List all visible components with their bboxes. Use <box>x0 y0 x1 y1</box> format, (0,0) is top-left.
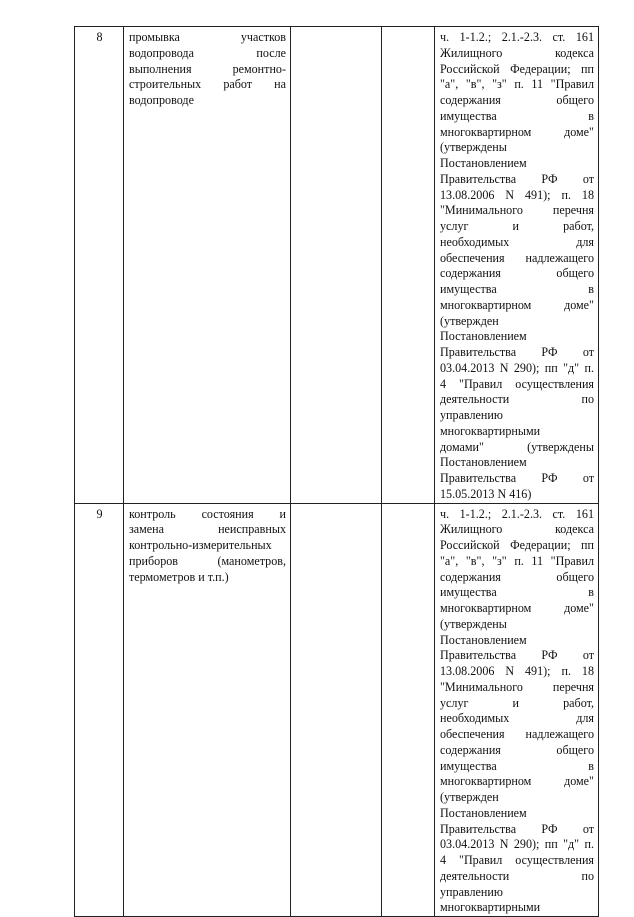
text-line: (утвержден <box>440 313 499 328</box>
legal-basis-cell <box>435 27 599 504</box>
text-line: строительных работ на <box>129 77 286 92</box>
work-description-cell <box>124 503 291 917</box>
text-line: 15.05.2013 N 416) <box>440 486 532 501</box>
text-line: "а", "в", "з" п. 11 "Правил <box>440 77 594 92</box>
text-line: контроль состояния и <box>129 506 286 521</box>
text-line: имущества в <box>440 758 594 773</box>
text-line: 4 "Правил осуществления <box>440 853 594 867</box>
text-line: 4 "Правил осуществления <box>440 376 594 391</box>
text-line: содержания общего <box>440 93 594 107</box>
text-line: Постановлением <box>440 455 527 470</box>
text-line: обеспечения надлежащего <box>440 727 594 741</box>
text-line: (утверждены <box>440 616 507 631</box>
text-line: многоквартирными <box>440 423 541 438</box>
text-line: управлению <box>440 408 503 422</box>
text-line: содержания общего <box>440 569 594 584</box>
text-line: замена неисправных <box>129 522 286 537</box>
empty-cell <box>291 503 382 917</box>
text-line: Постановлением <box>440 805 527 820</box>
text-line: 03.04.2013 N 290); пп "д" п. <box>440 837 594 852</box>
text-line: деятельности по <box>440 392 594 407</box>
text-line: имущества в <box>440 108 594 123</box>
text-line: Постановлением <box>440 329 527 344</box>
text-line: необходимых для <box>440 234 594 249</box>
text-line: Постановлением <box>440 632 527 647</box>
text-line: водопровода после <box>129 45 286 60</box>
text-line: Правительства РФ от <box>440 471 594 485</box>
text-line: промывка участков <box>129 30 286 44</box>
text-line: выполнения ремонтно- <box>129 61 286 76</box>
text-line: обеспечения надлежащего <box>440 250 594 265</box>
text-line: многоквартирными <box>440 900 541 915</box>
text-line: услуг и работ, <box>440 695 594 710</box>
text-line: 13.08.2006 N 491); п. 18 <box>440 664 594 678</box>
text-line: Российской Федерации; пп <box>440 538 594 552</box>
text-line: Правительства РФ от <box>440 821 594 836</box>
text-line: ч. 1-1.2.; 2.1.-2.3. ст. 161 <box>440 30 594 44</box>
row-number: 8 <box>75 27 124 504</box>
empty-cell <box>382 27 435 504</box>
text-line: Правительства РФ от <box>440 171 594 186</box>
text-line: имущества в <box>440 282 594 296</box>
text-line: имущества в <box>440 585 594 600</box>
empty-cell <box>291 27 382 504</box>
text-line: деятельности по <box>440 868 594 883</box>
text-line: (утверждены <box>440 140 507 155</box>
text-line: "а", "в", "з" п. 11 "Правил <box>440 553 594 568</box>
text-line: (утвержден <box>440 790 499 804</box>
text-line: домами" (утверждены <box>440 439 594 454</box>
legal-basis-cell <box>435 503 599 917</box>
text-line: Российской Федерации; пп <box>440 61 594 76</box>
text-line: содержания общего <box>440 742 594 757</box>
empty-cell <box>382 503 435 917</box>
text-line: Жилищного кодекса <box>440 45 594 60</box>
row-number: 9 <box>75 503 124 917</box>
text-line: многоквартирном доме" <box>440 297 594 312</box>
text-line: услуг и работ, <box>440 219 594 233</box>
text-line: "Минимального перечня <box>440 203 594 218</box>
text-line: приборов (манометров, <box>129 553 286 568</box>
text-line: содержания общего <box>440 266 594 281</box>
text-line: Правительства РФ от <box>440 345 594 359</box>
table-row <box>75 27 599 504</box>
text-line: управлению <box>440 884 503 899</box>
text-line: многоквартирном доме" <box>440 124 594 139</box>
text-line: термометров и т.п.) <box>129 569 229 584</box>
text-line: ч. 1-1.2.; 2.1.-2.3. ст. 161 <box>440 506 594 521</box>
text-line: 03.04.2013 N 290); пп "д" п. <box>440 360 594 375</box>
text-line: необходимых для <box>440 711 594 726</box>
text-line: водопроводе <box>129 93 194 107</box>
text-line: 13.08.2006 N 491); п. 18 <box>440 187 594 202</box>
services-table <box>74 26 599 917</box>
text-line: Жилищного кодекса <box>440 522 594 537</box>
text-line: многоквартирном доме" <box>440 601 594 615</box>
text-line: контрольно-измерительных <box>129 538 272 552</box>
text-line: Правительства РФ от <box>440 648 594 663</box>
table-row <box>75 503 599 917</box>
text-line: Постановлением <box>440 156 527 170</box>
text-line: "Минимального перечня <box>440 679 594 694</box>
text-line: многоквартирном доме" <box>440 774 594 789</box>
work-description-cell <box>124 27 291 504</box>
